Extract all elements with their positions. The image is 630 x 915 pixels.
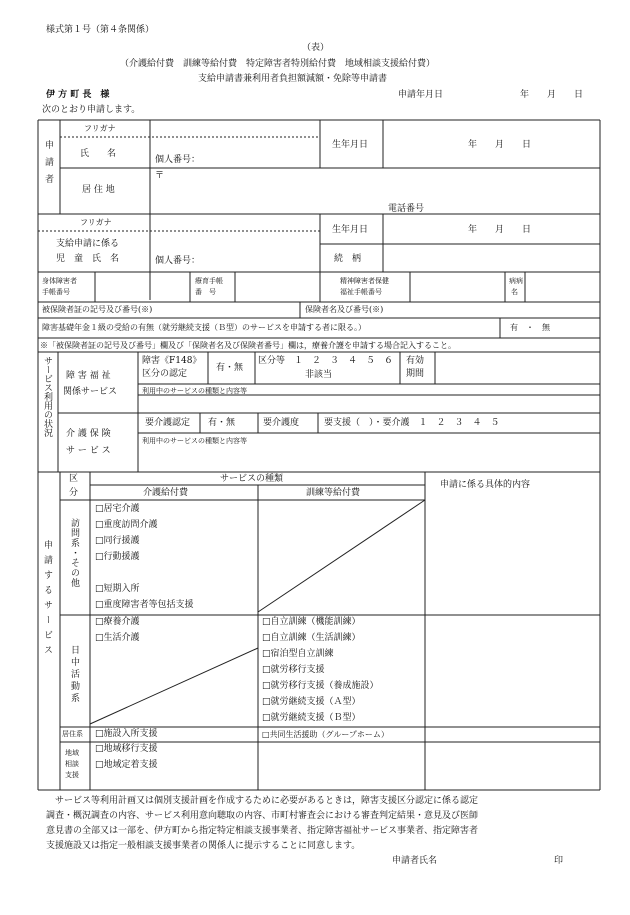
- yuko-label-1: 有効: [406, 356, 425, 366]
- form-subtitle: （介護給付費 訓練等給付費 特定障害者特別給付費 地域相談支援給付費）: [120, 59, 436, 69]
- hihoken-label: 被保険者証の記号及び番号(※): [42, 305, 153, 314]
- addressee: 伊 方 町 長 様: [46, 90, 110, 100]
- apply-date-ymd: 年 月 日: [520, 90, 584, 100]
- seishin-label-1: 精神障害者保健: [340, 277, 389, 285]
- higaito-option[interactable]: 非該当: [305, 370, 333, 380]
- shogai-label-2: 関係サービス: [63, 387, 118, 397]
- applicant-address-label: 居 住 地: [82, 185, 115, 195]
- kunren-col-header: 訓練等給付費: [306, 488, 361, 498]
- nintei-label: 要介護認定: [145, 418, 191, 428]
- omote-label: （表）: [302, 43, 330, 53]
- child-birth-label: 生年月日: [332, 225, 369, 235]
- nicchu-kaigo-checkbox-1[interactable]: □ 生活介護: [95, 634, 140, 643]
- kaigo-label-1: 介 護 保 険: [66, 429, 111, 439]
- nicchu-label: 日中活動系: [69, 645, 79, 705]
- phone-label: 電話番号: [388, 204, 425, 214]
- current-service-label-1: 利用中のサービスの種類と内容等: [142, 387, 247, 395]
- child-furigana-field[interactable]: [155, 232, 315, 246]
- applicant-name-label: 氏 名: [80, 149, 117, 159]
- shogai-umu[interactable]: 有・無: [216, 363, 244, 373]
- ryoiku-label-1: 療育手帳: [195, 277, 223, 285]
- kaigo-umu[interactable]: 有・無: [208, 418, 236, 428]
- applicant-kojin-field[interactable]: [230, 152, 315, 166]
- applicant-address-field[interactable]: [170, 172, 590, 200]
- chiiki-checkbox-1[interactable]: □ 地域定着支援: [95, 761, 158, 770]
- seishin-label-2: 福祉手帳番号: [340, 288, 382, 296]
- child-label-1: 支給申請に係る: [56, 239, 120, 249]
- kubun-options[interactable]: 区分等 １ ２ ３ ４ ５ ６: [258, 356, 394, 366]
- child-birth-ymd: 年 月 日: [468, 225, 532, 235]
- consent-line-3: 支援施設又は指定一般相談支援事業者の関係人に提示することに同意します。: [46, 841, 361, 851]
- yokaigodo-label: 要介護度: [263, 418, 300, 428]
- sign-field[interactable]: [450, 853, 545, 869]
- consent-line-0: サービス等利用計画又は個別支援計画を作成するために必要があるときは，障害支援区分認定に係る認定: [46, 796, 479, 806]
- nenkin-label: 障害基礎年金１級の受給の有無（就労継続支援（Ｂ型）のサービスを申請する者に限る。）: [42, 323, 366, 332]
- houmon-checkbox-2[interactable]: □ 同行援護: [95, 537, 140, 546]
- houmon-checkbox-3[interactable]: □ 行動援護: [95, 553, 140, 562]
- kubun-label-1: 区: [69, 474, 79, 484]
- nicchu-kunren-checkbox-3[interactable]: □ 就労移行支援: [262, 666, 325, 675]
- byomei-label-2: 名: [511, 288, 518, 296]
- chiiki-checkbox-0[interactable]: □ 地域移行支援: [95, 745, 158, 754]
- nicchu-kunren-checkbox-6[interactable]: □ 就労継続支援（Ｂ型）: [262, 714, 361, 723]
- applicant-section-label: 申請者: [43, 140, 53, 191]
- apply-date-label: 申請年月日: [398, 90, 444, 100]
- current-service-label-2: 利用中のサービスの種類と内容等: [142, 437, 247, 445]
- child-relation-field[interactable]: [388, 246, 593, 270]
- nenkin-umu[interactable]: 有 ・ 無: [510, 323, 550, 332]
- child-label-2: 児 童 氏 名: [56, 254, 120, 264]
- nicchu-kunren-checkbox-2[interactable]: □ 宿泊型自立訓練: [262, 650, 334, 659]
- nicchu-kunren-checkbox-1[interactable]: □ 自立訓練（生活訓練）: [262, 634, 361, 643]
- nicchu-kunren-checkbox-4[interactable]: □ 就労移行支援（養成施設）: [262, 682, 379, 691]
- detail-col-header: 申請に係る具体的内容: [440, 480, 531, 490]
- sign-label: 申請者氏名: [392, 856, 438, 866]
- kyoju-label: 居住系: [62, 730, 83, 738]
- postal-mark: 〒: [155, 171, 165, 181]
- houmon-checkbox-1[interactable]: □ 重度訪問介護: [95, 521, 158, 530]
- houmon-label: 訪問系・その他: [69, 518, 79, 588]
- chiiki-label-1: 地域: [65, 749, 79, 757]
- f148-label-1: 障害《F148》: [142, 356, 202, 366]
- form-number: 様式第１号（第４条関係）: [46, 25, 155, 35]
- service-kind-header: サービスの種類: [220, 474, 284, 484]
- seal-mark: 印: [554, 856, 564, 866]
- hokensha-label: 保険者名及び番号(※): [305, 305, 384, 314]
- kaigo-col-header: 介護給付費: [143, 488, 189, 498]
- ryoiku-label-2: 番 号: [195, 288, 216, 296]
- kyoju-kaigo-checkbox[interactable]: □ 施設入所支援: [95, 730, 158, 739]
- chiiki-label-2: 相談: [65, 760, 79, 768]
- service-detail-field[interactable]: [428, 502, 596, 786]
- nicchu-kaigo-checkbox-0[interactable]: □ 療養介護: [95, 618, 140, 627]
- byomei-label-1: 病病: [509, 277, 523, 285]
- shintai-label-2: 手帳番号: [42, 288, 70, 296]
- child-relation-label: 続 柄: [334, 254, 362, 264]
- kyoju-kunren-checkbox[interactable]: □ 共同生活援助（グループホーム）: [262, 731, 389, 739]
- applicant-kojin-label: 個人番号：: [155, 155, 201, 165]
- consent-line-2: 意見書の全部又は一部を、伊方町から指定特定相談支援事業者、指定障害福祉サービス事業者、指定障害者: [46, 826, 479, 836]
- kaigo-label-2: サ ー ビ ス: [66, 446, 111, 456]
- nicchu-kunren-checkbox-0[interactable]: □ 自立訓練（機能訓練）: [262, 618, 361, 627]
- child-furigana-label: フリガナ: [80, 218, 112, 227]
- child-kojin-label: 個人番号：: [155, 256, 201, 266]
- shogai-label-1: 障 害 福 祉: [66, 371, 111, 381]
- f148-label-2: 区分の認定: [142, 369, 188, 379]
- yuko-label-2: 期間: [406, 369, 425, 379]
- form-title: 支給申請書兼利用者負担額減額・免除等申請書: [198, 74, 388, 84]
- chiiki-label-3: 支援: [65, 771, 79, 779]
- houmon-checkbox-0[interactable]: □ 居宅介護: [95, 505, 140, 514]
- applicant-furigana-field[interactable]: [155, 138, 315, 152]
- shintai-label-1: 身体障害者: [42, 277, 77, 285]
- houmon-checkbox-4[interactable]: □ 短期入所: [95, 585, 140, 594]
- houmon-checkbox-5[interactable]: □ 重度障害者等包括支援: [95, 601, 194, 610]
- yoshien-options[interactable]: 要支援（ ）・要介護 １ ２ ３ ４ ５: [324, 418, 500, 428]
- applicant-birth-ymd: 年 月 日: [468, 140, 532, 150]
- applicant-birth-label: 生年月日: [332, 140, 369, 150]
- techo-note: ※「被保険者証の記号及び番号」欄及び「保険者名及び保険者番号」欄は，療養介護を申請する場合記入すること。: [40, 341, 456, 350]
- nicchu-kunren-checkbox-5[interactable]: □ 就労継続支援（Ａ型）: [262, 698, 361, 707]
- kubun-label-2: 分: [69, 488, 79, 498]
- usage-side-label: サービス利用の状況: [42, 356, 52, 437]
- services-side-label: 申請するサービス: [42, 540, 52, 660]
- applicant-furigana-label: フリガナ: [84, 124, 116, 133]
- intro-text: 次のとおり申請します。: [42, 105, 141, 115]
- consent-line-1: 調査・概況調査の内容、サービス利用意向聴取の内容、市町村審査会における審査判定結果・意見及び医師: [46, 811, 479, 821]
